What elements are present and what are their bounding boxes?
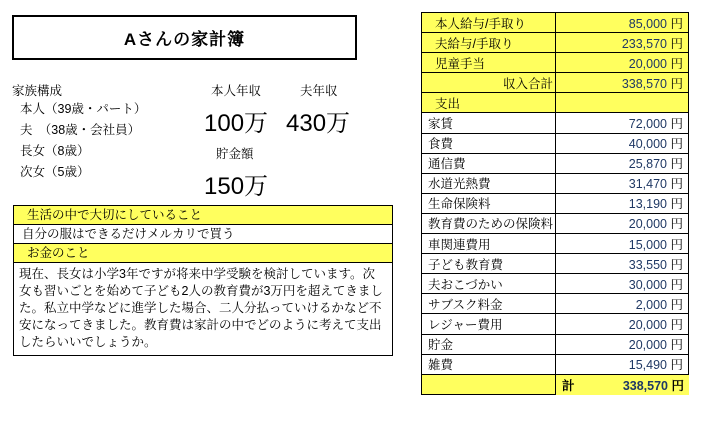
budget-table [421, 12, 689, 395]
money-header: お金のこと [14, 244, 392, 263]
currency-unit: 円 [667, 217, 683, 232]
row-label: 子ども教育費 [422, 254, 556, 274]
family-member: 次女（5歳） [20, 165, 90, 179]
table-row [422, 13, 689, 33]
row-value [556, 173, 689, 193]
currency-unit: 円 [667, 117, 683, 132]
table-row [422, 254, 689, 274]
table-row [422, 294, 689, 314]
notes-block [13, 205, 393, 356]
budget-table-body [422, 13, 689, 395]
currency-unit: 円 [667, 137, 683, 152]
table-row [422, 93, 689, 113]
husband-income-label: 夫年収 [300, 84, 338, 98]
total-prefix: 計 [562, 378, 575, 393]
table-row [422, 314, 689, 334]
row-label: 水道光熱費 [422, 173, 556, 193]
amount: 233,570 [621, 36, 668, 51]
amount: 72,000 [628, 117, 668, 132]
row-value [556, 13, 689, 33]
row-value [556, 234, 689, 254]
row-label: 家賃 [422, 113, 556, 133]
table-row [422, 374, 689, 395]
values-header: 生活の中で大切にしていること [14, 206, 392, 225]
currency-unit: 円 [667, 277, 683, 292]
row-label: レジャー費用 [422, 314, 556, 334]
row-label: 通信費 [422, 153, 556, 173]
page-title: Aさんの家計簿 [123, 30, 246, 49]
family-member: 夫 （38歳・会社員） [20, 123, 141, 137]
table-row [422, 33, 689, 53]
amount: 40,000 [628, 137, 668, 152]
row-value [556, 33, 689, 53]
row-label: 生命保険料 [422, 193, 556, 213]
family-member: 本人（39歳・パート） [20, 102, 147, 116]
values-text: 自分の服はできるだけメルカリで買う [14, 225, 392, 244]
row-value [556, 53, 689, 73]
currency-unit: 円 [667, 76, 683, 91]
table-row [422, 153, 689, 173]
currency-unit: 円 [667, 157, 683, 172]
family-member: 長女（8歳） [20, 144, 90, 158]
row-label: 本人給与/手取り [422, 13, 556, 33]
row-value [556, 274, 689, 294]
amount: 20,000 [628, 217, 668, 232]
row-value [556, 294, 689, 314]
row-value [556, 354, 689, 374]
total-value-cell [556, 375, 689, 395]
currency-unit: 円 [667, 56, 683, 71]
currency-unit: 円 [667, 297, 683, 312]
family-section-label: 家族構成 [12, 84, 63, 98]
row-value [556, 254, 689, 274]
amount: 13,190 [628, 197, 668, 212]
amount: 33,550 [628, 257, 668, 272]
table-row [422, 234, 689, 254]
amount: 2,000 [635, 297, 668, 312]
row-label: 児童手当 [422, 53, 556, 73]
amount: 25,870 [628, 157, 668, 172]
table-row [422, 73, 689, 93]
amount: 30,000 [628, 277, 668, 292]
currency-unit: 円 [667, 237, 683, 252]
table-row [422, 53, 689, 73]
currency-unit: 円 [667, 177, 683, 192]
row-label: 教育費のための保険料 [422, 213, 556, 233]
amount: 20,000 [628, 338, 668, 353]
savings-value: 150万 [204, 173, 269, 200]
self-income-label: 本人年収 [211, 84, 262, 98]
row-value [556, 213, 689, 233]
row-label: 夫おこづかい [422, 274, 556, 294]
amount: 20,000 [628, 317, 668, 332]
row-label: 貯金 [422, 334, 556, 354]
currency-unit: 円 [668, 378, 684, 393]
row-label: 夫給与/手取り [422, 33, 556, 53]
currency-unit: 円 [667, 317, 683, 332]
row-value [556, 314, 689, 334]
row-value [556, 193, 689, 213]
table-row [422, 334, 689, 354]
table-row [422, 193, 689, 213]
amount: 85,000 [628, 16, 668, 31]
currency-unit: 円 [667, 16, 683, 31]
row-label: 雑費 [422, 354, 556, 374]
table-row [422, 133, 689, 153]
amount: 31,470 [628, 177, 668, 192]
amount: 15,000 [628, 237, 668, 252]
amount: 338,570 [622, 378, 669, 393]
table-row [422, 354, 689, 374]
amount: 15,490 [628, 358, 668, 373]
table-row [422, 113, 689, 133]
amount: 338,570 [621, 76, 668, 91]
row-label: 収入合計 [422, 73, 556, 93]
table-row [422, 173, 689, 193]
row-value [556, 334, 689, 354]
row-value [556, 93, 689, 113]
savings-label: 貯金額 [216, 147, 254, 161]
amount: 20,000 [628, 56, 668, 71]
currency-unit: 円 [667, 338, 683, 353]
row-label: 食費 [422, 133, 556, 153]
row-label [422, 374, 556, 395]
money-text: 現在、長女は小学3年ですが将来中学受験を検討しています。次女も習いごとを始めて子ども2人の教育費が3万円を超えてきました。私立中学などに進学した場合、二人分払っていけるかなど不安になってきました。教育費は家計の中でどのように考えて支出したらいいでしょうか。 [19, 267, 383, 349]
currency-unit: 円 [667, 197, 683, 212]
currency-unit: 円 [667, 257, 683, 272]
row-label: サブスク料金 [422, 294, 556, 314]
table-row [422, 213, 689, 233]
row-value [556, 73, 689, 93]
row-label: 支出 [422, 93, 556, 113]
row-label: 車関連費用 [422, 234, 556, 254]
self-income-value: 100万 [204, 110, 269, 137]
row-value [556, 133, 689, 153]
currency-unit: 円 [667, 36, 683, 51]
title-box [12, 15, 357, 60]
table-row [422, 274, 689, 294]
currency-unit: 円 [667, 358, 683, 373]
row-value [556, 113, 689, 133]
husband-income-value: 430万 [286, 110, 351, 137]
row-value [556, 153, 689, 173]
